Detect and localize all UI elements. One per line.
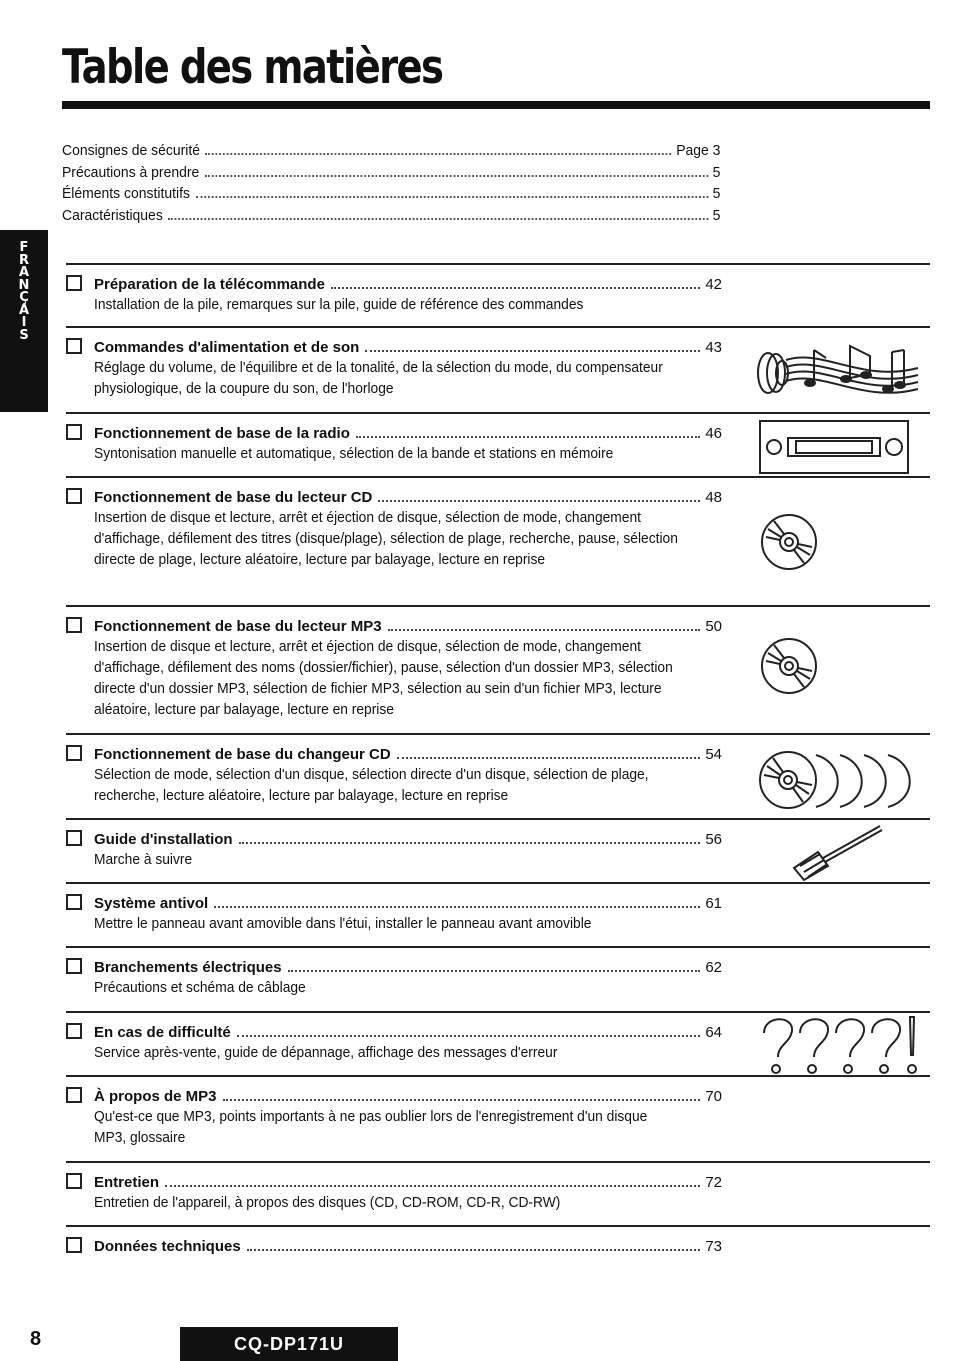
intro-item-label: Caractéristiques: [62, 206, 163, 224]
checkbox-icon: [66, 894, 82, 910]
language-tab-letter: N: [18, 277, 30, 293]
section-description: Service après-vente, guide de dépannage, affichage des messages d'erreur: [94, 1044, 558, 1061]
checkbox-icon: [66, 958, 82, 974]
checkbox-icon: [66, 617, 82, 633]
radio-unit-icon: [758, 419, 910, 475]
intro-item-page: 5: [712, 163, 721, 181]
checkbox-icon: [66, 1023, 82, 1039]
language-tab-letter: R: [18, 252, 29, 268]
section-page: 70: [705, 1088, 722, 1105]
model-badge: CQ-DP171U: [180, 1327, 398, 1361]
section-title: À propos de MP3: [94, 1088, 217, 1105]
cd-disc-icon: [760, 513, 818, 571]
section-rule: [66, 1225, 930, 1227]
section-rule: [66, 818, 930, 820]
intro-item[interactable]: [62, 185, 720, 207]
section-description: Qu'est-ce que MP3, points importants à ne pas oublier lors de l'enregistrement d'un disque MP3, glossaire: [94, 1108, 648, 1146]
checkbox-icon: [66, 1087, 82, 1103]
intro-item[interactable]: [62, 142, 720, 164]
leader-dots: [206, 153, 672, 155]
music-notes-icon: [752, 338, 924, 404]
leader-dots: [214, 906, 700, 908]
mp3-disc-icon: [760, 637, 818, 695]
section-title: Préparation de la télécommande: [94, 276, 325, 293]
section-title: Système antivol: [94, 895, 209, 912]
checkbox-icon: [66, 488, 82, 504]
intro-item[interactable]: [62, 207, 720, 229]
page-number: 8: [30, 1328, 42, 1350]
section-title: Entretien: [94, 1174, 160, 1191]
leader-dots: [223, 1099, 701, 1101]
leader-dots: [239, 842, 701, 844]
section-description: Sélection de mode, sélection d'un disque, sélection directe d'un disque, sélection de plage, recherche, lecture aléatoire, lecture par balayage, lecture en reprise: [94, 766, 649, 804]
section-rule: [66, 476, 930, 478]
section-page: 72: [705, 1174, 722, 1191]
leader-dots: [205, 175, 708, 177]
section-page: 46: [705, 425, 722, 442]
section-page: 64: [705, 1024, 722, 1041]
section-title: Données techniques: [94, 1238, 241, 1255]
section-title: Fonctionnement de base du changeur CD: [94, 746, 391, 763]
question-marks-icon: [760, 1011, 920, 1075]
section-rule: [66, 1075, 930, 1077]
intro-item-label: Éléments constitutifs: [62, 185, 190, 202]
leader-dots: [196, 196, 709, 198]
language-tab-letter: Ç: [19, 290, 29, 305]
section-rule: [66, 1161, 930, 1163]
section-page: 48: [705, 489, 722, 506]
section-page: 43: [705, 339, 722, 356]
section-description: Réglage du volume, de l'équilibre et de la tonalité, de la sélection du mode, du compensateur physiologique, de la coupure du son, de l'horloge: [94, 359, 663, 397]
section-page: 73: [705, 1238, 722, 1255]
section-title: Fonctionnement de base du lecteur MP3: [94, 618, 382, 635]
section-rule: [66, 733, 930, 735]
section-page: 62: [705, 959, 722, 976]
section-title: Branchements électriques: [94, 959, 282, 976]
leader-dots: [247, 1249, 701, 1251]
intro-item[interactable]: [62, 164, 720, 186]
section-description: Syntonisation manuelle et automatique, sélection de la bande et stations en mémoire: [94, 445, 614, 462]
language-tab-letter: S: [19, 327, 29, 343]
section-page: 42: [705, 276, 722, 293]
language-tab-letter: F: [19, 240, 29, 255]
intro-item-page: 5: [712, 185, 721, 202]
section-page: 61: [705, 895, 722, 912]
language-tab-letter: A: [18, 302, 30, 318]
page-title: Table des matières: [62, 40, 443, 95]
leader-dots: [388, 629, 701, 631]
leader-dots: [331, 287, 700, 289]
checkbox-icon: [66, 424, 82, 440]
cd-changer-icon: [758, 749, 918, 811]
screwdriver-icon: [790, 822, 886, 882]
section-rule: [66, 263, 930, 265]
leader-dots: [397, 757, 701, 759]
checkbox-icon: [66, 1173, 82, 1189]
title-rule: [62, 101, 930, 109]
checkbox-icon: [66, 1237, 82, 1253]
checkbox-icon: [66, 275, 82, 291]
section-description: Insertion de disque et lecture, arrêt et éjection de disque, sélection de mode, changement d'affichage, défilement des noms (dossier/fichier), pause, sélection d'un dossier MP3, sélection directe d'un dossier MP3, sélection de fichier MP3, sélection au sein d'un fichier MP3, lecture aléatoire, lecture par balayage, lecture en reprise: [94, 638, 673, 718]
section-rule: [66, 605, 930, 607]
language-tab-letter: I: [21, 315, 27, 330]
leader-dots: [288, 970, 701, 972]
section-description: Précautions et schéma de câblage: [94, 979, 306, 996]
section-title: Commandes d'alimentation et de son: [94, 339, 360, 356]
section-description: Mettre le panneau avant amovible dans l'étui, installer le panneau avant amovible: [94, 915, 592, 932]
language-tab-letter: A: [18, 265, 30, 280]
intro-item-page: Page 3: [676, 142, 721, 159]
leader-dots: [378, 500, 700, 502]
language-tab: [0, 230, 48, 412]
section-rule: [66, 326, 930, 328]
section-page: 54: [705, 746, 722, 763]
leader-dots: [356, 436, 700, 438]
leader-dots: [237, 1035, 701, 1037]
section-page: 56: [705, 831, 722, 848]
section-title: En cas de difficulté: [94, 1024, 231, 1041]
section-description: Marche à suivre: [94, 851, 193, 868]
leader-dots: [165, 1185, 700, 1187]
section-title: Guide d'installation: [94, 831, 233, 848]
section-rule: [66, 412, 930, 414]
intro-item-label: Consignes de sécurité: [62, 142, 201, 159]
intro-item-label: Précautions à prendre: [62, 163, 200, 181]
section-title: Fonctionnement de base de la radio: [94, 425, 350, 442]
section-description: Installation de la pile, remarques sur la pile, guide de référence des commandes: [94, 296, 584, 313]
section-description: Entretien de l'appareil, à propos des disques (CD, CD-ROM, CD-R, CD-RW): [94, 1194, 561, 1211]
section-page: 50: [705, 618, 722, 635]
intro-list: [62, 142, 722, 228]
section-rule: [66, 946, 930, 948]
leader-dots: [168, 218, 708, 220]
checkbox-icon: [66, 338, 82, 354]
section-description: Insertion de disque et lecture, arrêt et éjection de disque, sélection de mode, changement d'affichage, défilement des titres (disque/plage), sélection de plage, recherche, pause, sélection directe de plage, lecture aléatoire, lecture par balayage, lecture en reprise: [94, 509, 678, 568]
section-title: Fonctionnement de base du lecteur CD: [94, 489, 373, 506]
intro-item-page: 5: [712, 206, 721, 224]
checkbox-icon: [66, 745, 82, 761]
section-rule: [66, 882, 930, 884]
leader-dots: [365, 350, 700, 352]
checkbox-icon: [66, 830, 82, 846]
